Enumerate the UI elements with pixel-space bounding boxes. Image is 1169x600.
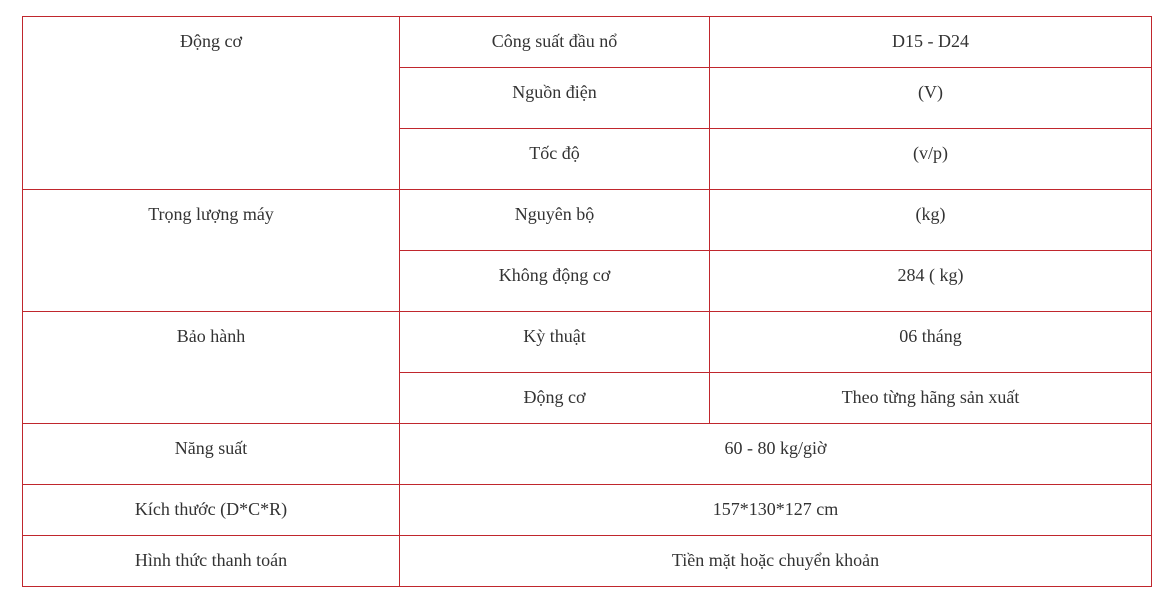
spec-value: (kg) [710, 190, 1152, 251]
group-cell-weight: Trọng lượng máy [23, 190, 400, 312]
group-cell-warranty: Bảo hành [23, 312, 400, 424]
spec-label: Không động cơ [400, 251, 710, 312]
table-row [23, 17, 1152, 68]
spec-value: 06 tháng [710, 312, 1152, 373]
spec-table [22, 16, 1152, 587]
spec-value: Tiền mặt hoặc chuyển khoản [400, 536, 1152, 587]
spec-label: Nguồn điện [400, 68, 710, 129]
table-row [23, 312, 1152, 373]
group-cell-engine: Động cơ [23, 17, 400, 190]
spec-value: (V) [710, 68, 1152, 129]
spec-label: Hình thức thanh toán [23, 536, 400, 587]
spec-value: D15 - D24 [710, 17, 1152, 68]
table-row [23, 485, 1152, 536]
spec-value: 284 ( kg) [710, 251, 1152, 312]
spec-label: Năng suất [23, 424, 400, 485]
table-row [23, 424, 1152, 485]
spec-value: 60 - 80 kg/giờ [400, 424, 1152, 485]
spec-value: Theo từng hãng sản xuất [710, 373, 1152, 424]
table-row [23, 536, 1152, 587]
spec-value: 157*130*127 cm [400, 485, 1152, 536]
spec-label: Nguyên bộ [400, 190, 710, 251]
spec-value: (v/p) [710, 129, 1152, 190]
spec-label: Tốc độ [400, 129, 710, 190]
spec-label: Kích thước (D*C*R) [23, 485, 400, 536]
spec-label: Động cơ [400, 373, 710, 424]
table-row [23, 190, 1152, 251]
spec-label: Kỳ thuật [400, 312, 710, 373]
spec-label: Công suất đầu nổ [400, 17, 710, 68]
